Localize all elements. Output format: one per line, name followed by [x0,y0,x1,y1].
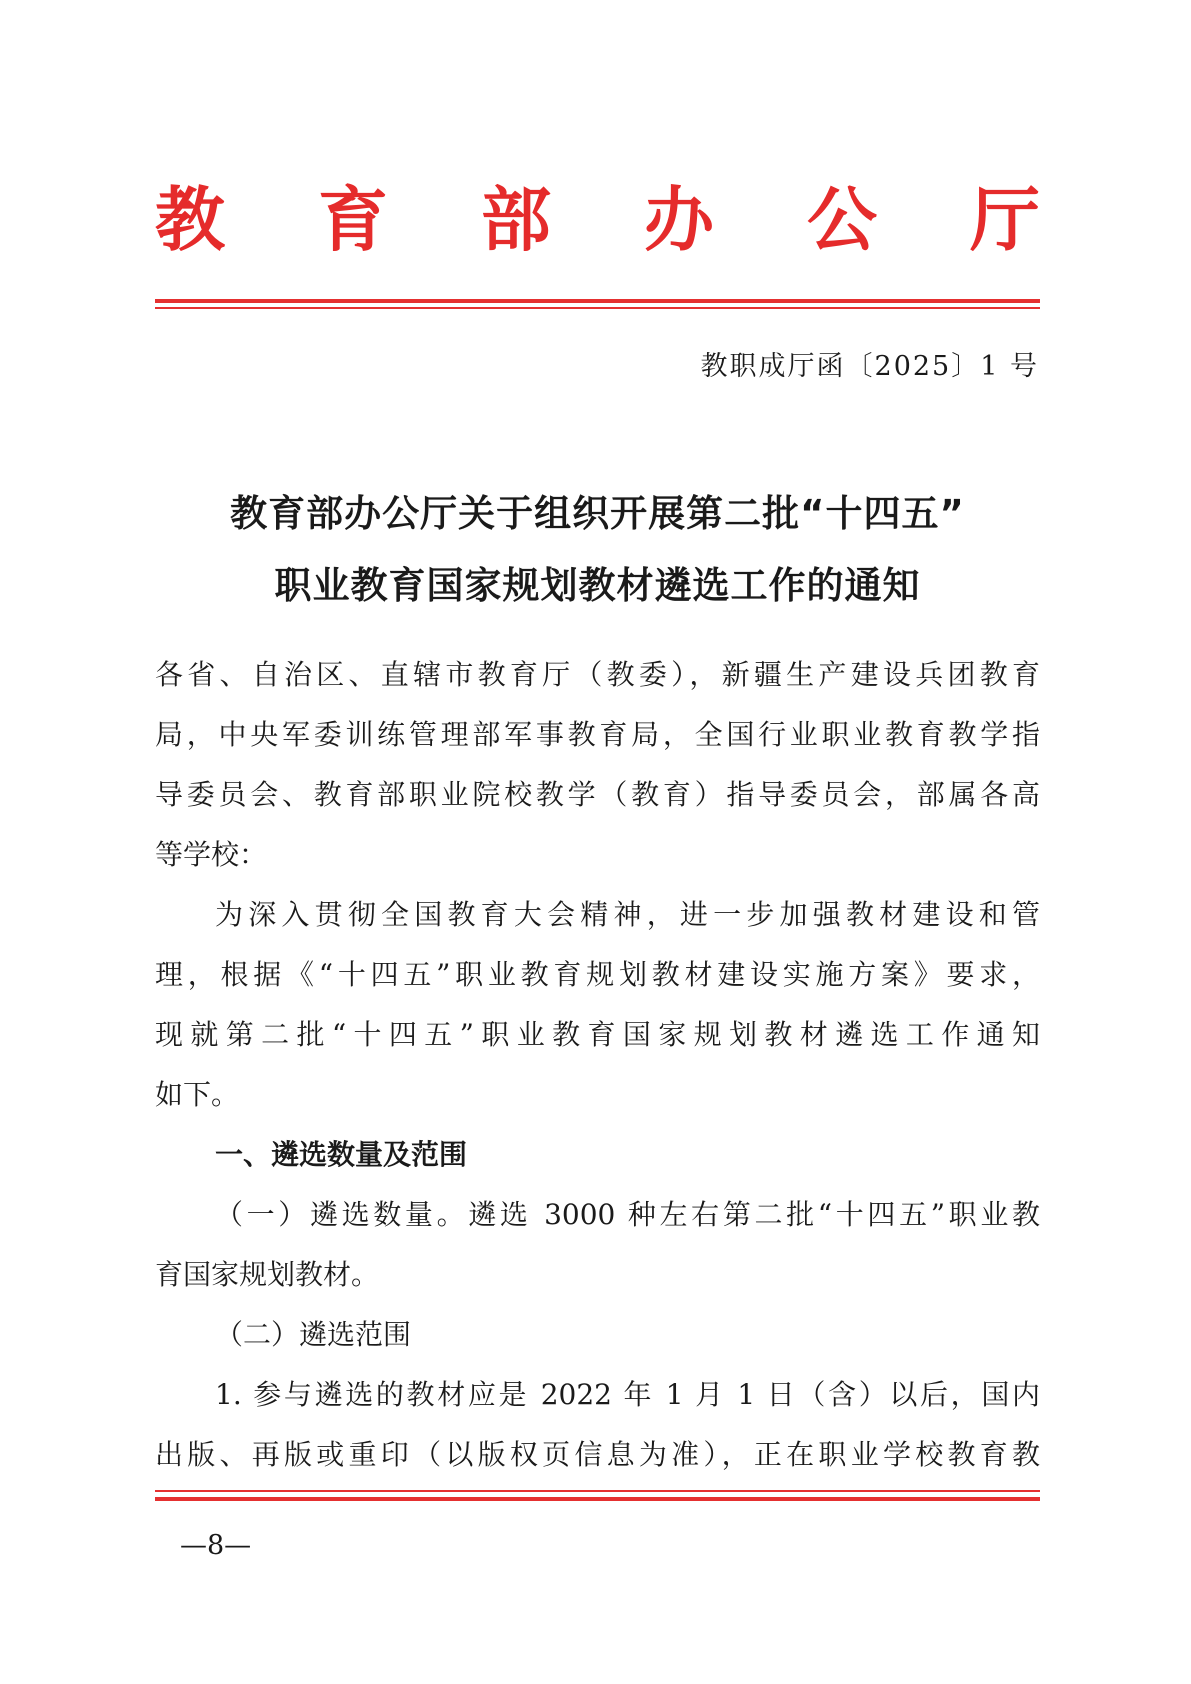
page-number: —8— [180,1530,252,1561]
paragraph-line: （一）遴选数量。遴选 3000 种左右第二批“十四五”职业教 [215,1198,1040,1231]
document-title-line-1: 教育部办公厅关于组织开展第二批“十四五” [230,492,965,535]
masthead-char: 部 [481,178,551,261]
paragraph-line: 理，根据《“十四五”职业教育规划教材建设实施方案》要求， [155,958,1040,991]
recipient-line: 各省、自治区、直辖市教育厅（教委），新疆生产建设兵团教育 [155,658,1040,691]
document-number: 教职成厅函〔2025〕1 号 [700,351,1039,382]
footer-rule-thin [155,1490,1040,1492]
paragraph-line: 如下。 [155,1078,240,1111]
masthead-rule-thick [155,299,1040,303]
masthead-char: 教 [155,178,225,261]
recipient-line: 等学校： [155,838,268,871]
subsection-heading: （二）遴选范围 [215,1318,412,1351]
paragraph-line: 现就第二批“十四五”职业教育国家规划教材遴选工作通知 [155,1018,1040,1051]
recipient-line: 局，中央军委训练管理部军事教育局，全国行业职业教育教学指 [155,718,1040,751]
masthead-char: 办 [644,178,714,261]
paragraph-line: 为深入贯彻全国教育大会精神，进一步加强教材建设和管 [215,898,1040,931]
recipient-line: 导委员会、教育部职业院校教学（教育）指导委员会，部属各高 [155,778,1040,811]
masthead-char: 育 [318,178,388,261]
section-heading: 一、遴选数量及范围 [215,1138,468,1171]
masthead-rule-thin [155,307,1040,309]
footer-rule-thick [155,1497,1040,1501]
document-title-line-2: 职业教育国家规划教材遴选工作的通知 [274,564,921,607]
masthead-char: 公 [807,178,877,261]
paragraph-line: 出版、再版或重印（以版权页信息为准），正在职业学校教育教 [155,1438,1040,1471]
masthead [155,178,1040,261]
paragraph-line: 1. 参与遴选的教材应是 2022 年 1 月 1 日（含）以后，国内 [215,1378,1040,1411]
masthead-char: 厅 [970,178,1040,261]
paragraph-line: 育国家规划教材。 [155,1258,380,1291]
